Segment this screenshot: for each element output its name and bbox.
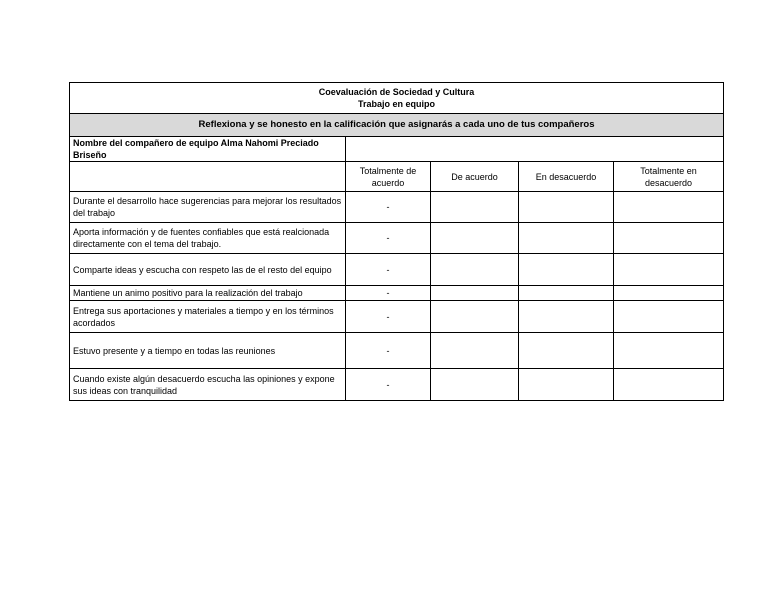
table-row (70, 254, 724, 286)
mark-cell: - (346, 192, 431, 223)
mark-cell: - (346, 254, 431, 286)
criterion-cell: Aporta información y de fuentes confiables que está realcionada directamente con el tema del trabajo. (70, 223, 346, 254)
partner-name-blank (346, 137, 724, 162)
title-cell (70, 83, 724, 114)
empty-cell (519, 301, 614, 333)
criterion-cell: Durante el desarrollo hace sugerencias para mejorar los resultados del trabajo (70, 192, 346, 223)
empty-cell (431, 286, 519, 301)
empty-cell (431, 223, 519, 254)
empty-cell (431, 192, 519, 223)
form-title: Coevaluación de Sociedad y Cultura (318, 87, 475, 97)
col-header-de-acuerdo: De acuerdo (431, 162, 519, 192)
table-row (70, 223, 724, 254)
criterion-cell: Entrega sus aportaciones y materiales a tiempo y en los términos acordados (70, 301, 346, 333)
empty-cell (431, 333, 519, 369)
instructions-row (70, 114, 724, 137)
empty-cell (614, 286, 724, 301)
form-subtitle: Trabajo en equipo (358, 99, 436, 109)
mark-cell: - (346, 223, 431, 254)
empty-cell (614, 223, 724, 254)
empty-cell (614, 369, 724, 401)
empty-cell (614, 254, 724, 286)
empty-cell (519, 254, 614, 286)
empty-cell (519, 223, 614, 254)
instructions-text: Reflexiona y se honesto en la calificación que asignarás a cada uno de tus compañeros (70, 114, 724, 137)
col-header-totalmente-de-acuerdo: Totalmente de acuerdo (346, 162, 431, 192)
mark-cell: - (346, 333, 431, 369)
header-row (70, 162, 724, 192)
table-row (70, 333, 724, 369)
criterion-cell: Mantiene un animo positivo para la realización del trabajo (70, 286, 346, 301)
title-row (70, 83, 724, 114)
empty-cell (519, 369, 614, 401)
criterion-cell: Estuvo presente y a tiempo en todas las reuniones (70, 333, 346, 369)
partner-name-label: Nombre del compañero de equipo Alma Nahomi Preciado Briseño (70, 137, 346, 162)
empty-cell (519, 333, 614, 369)
empty-cell (614, 301, 724, 333)
empty-cell (431, 369, 519, 401)
col-header-en-desacuerdo: En desacuerdo (519, 162, 614, 192)
table-row (70, 286, 724, 301)
criteria-header-blank (70, 162, 346, 192)
mark-cell: - (346, 286, 431, 301)
mark-cell: - (346, 369, 431, 401)
table-row (70, 301, 724, 333)
empty-cell (431, 254, 519, 286)
empty-cell (614, 192, 724, 223)
empty-cell (614, 333, 724, 369)
coevaluation-table (69, 82, 724, 401)
empty-cell (519, 192, 614, 223)
empty-cell (431, 301, 519, 333)
criterion-cell: Comparte ideas y escucha con respeto las de el resto del equipo (70, 254, 346, 286)
table-row (70, 369, 724, 401)
col-header-totalmente-en-desacuerdo: Totalmente en desacuerdo (614, 162, 724, 192)
mark-cell: - (346, 301, 431, 333)
table-row (70, 192, 724, 223)
partner-row (70, 137, 724, 162)
criterion-cell: Cuando existe algún desacuerdo escucha las opiniones y expone sus ideas con tranquilidad (70, 369, 346, 401)
empty-cell (519, 286, 614, 301)
